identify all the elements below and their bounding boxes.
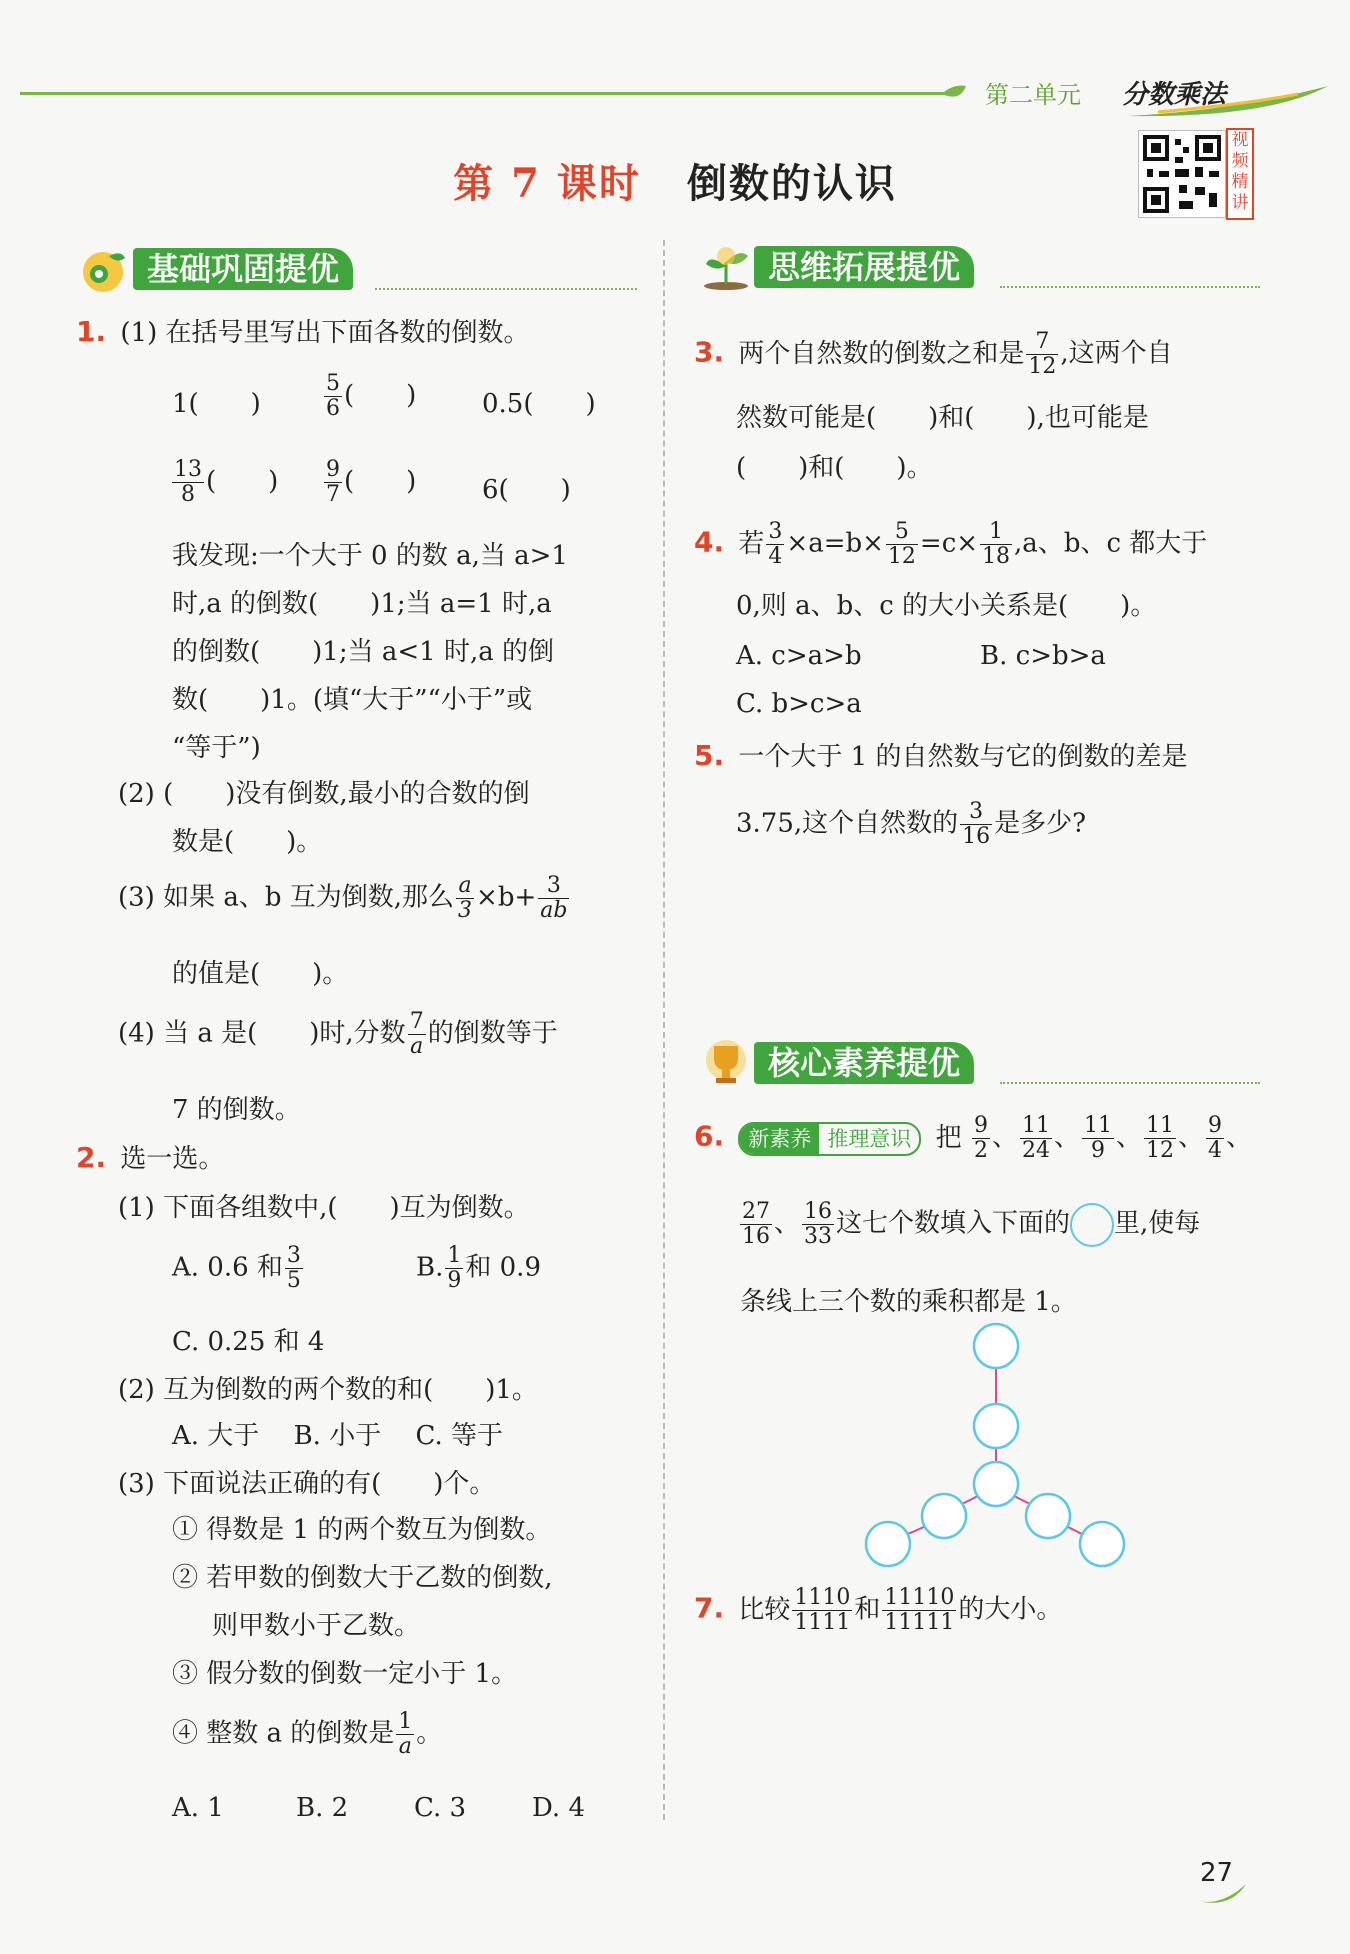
- q3-line3: ( )和( )。: [736, 453, 933, 483]
- fraction-1-18: $\frac{1}{18}$: [982, 519, 1011, 569]
- q2-item1: ① 得数是 1 的两个数互为倒数。: [172, 1515, 552, 1545]
- qr-pattern: [1139, 131, 1225, 217]
- q1-part3-2: 的值是( )。: [172, 959, 349, 989]
- lesson-number: 第 7 课时: [453, 160, 641, 207]
- diagram-circle-right-outer[interactable]: [1080, 1522, 1124, 1566]
- q6-block: 6. 新素养 推理意识 把 $\frac{9}{2}$ 、 $\frac{11}{24}$ 、 $\frac{11}{9}$ 、 $\frac{11}{12}$ 、 $\frac{9}{4}$ 、: [694, 1113, 1253, 1163]
- q3-line2: 然数可能是( )和( ),也可能是: [736, 403, 1149, 433]
- q5-line2: 3.75,这个自然数的 $\frac{3}{16}$ 是多少?: [736, 799, 1087, 849]
- fraction-11-12: $\frac{11}{12}$: [1145, 1113, 1174, 1163]
- diagram-circle-top[interactable]: [974, 1324, 1018, 1368]
- sprout-icon: [700, 242, 756, 292]
- q3-number: 3.: [694, 335, 725, 369]
- fraction-3-5: $\frac{3}{5}$: [286, 1243, 301, 1293]
- diagram-circle-upper[interactable]: [974, 1404, 1018, 1448]
- fraction-11-24: $\frac{11}{24}$: [1021, 1113, 1050, 1163]
- dotted-rule: [1000, 1082, 1260, 1084]
- q1-row2-a: $\frac{13}{8}$ ( ): [174, 457, 279, 507]
- q6-line2: $\frac{27}{16}$ 、 $\frac{16}{33}$ 这七个数填入下面的 里,使每: [742, 1199, 1201, 1249]
- fraction-5-6: $\frac{5}{6}$: [326, 371, 340, 421]
- q2-sub3-optA: A. 1: [172, 1793, 224, 1823]
- fraction-11110-11111: $\frac{11110}{11111}$: [884, 1585, 955, 1635]
- fraction-3-ab: $\frac{3}{ab}$: [540, 873, 568, 923]
- diagram-circle-left-inner[interactable]: [922, 1494, 966, 1538]
- diagram-circle-left-outer[interactable]: [866, 1522, 910, 1566]
- dotted-rule: [375, 288, 637, 290]
- fraction-9-4: $\frac{9}{4}$: [1208, 1113, 1222, 1163]
- q2-item2-1: ② 若甲数的倒数大于乙数的倒数,: [172, 1563, 553, 1593]
- chapter-label: 分数乘法: [1122, 80, 1227, 110]
- q2-sub1-optA: A. 0.6 和 $\frac{3}{5}$: [172, 1243, 301, 1293]
- fraction-3-4: $\frac{3}{4}$: [768, 519, 783, 569]
- literacy-badge: 新素养 推理意识: [738, 1122, 921, 1156]
- qr-code-icon[interactable]: [1138, 130, 1226, 218]
- fraction-1-9: $\frac{1}{9}$: [447, 1243, 462, 1293]
- fraction-11-9: $\frac{11}{9}$: [1083, 1113, 1112, 1163]
- q2-sub2-options: A. 大于 B. 小于 C. 等于: [172, 1421, 503, 1451]
- q4-number: 4.: [694, 525, 725, 559]
- q5-block: 5. 一个大于 1 的自然数与它的倒数的差是: [694, 739, 1188, 772]
- q1-discover-3: 的倒数( )1;当 a<1 时,a 的倒: [172, 637, 554, 667]
- q1-part1: (1) 在括号里写出下面各数的倒数。: [120, 318, 530, 348]
- q1-part4: (4) 当 a 是( )时,分数 $\frac{7}{a}$ 的倒数等于: [118, 1009, 558, 1059]
- q2-item2-2: 则甲数小于乙数。: [212, 1611, 421, 1641]
- fraction-a-3: $\frac{a}{3}$: [458, 873, 473, 923]
- lesson-topic: 倒数的认识: [686, 160, 897, 207]
- swoosh-icon: [1118, 80, 1338, 120]
- q2-sub1: (1) 下面各组数中,( )互为倒数。: [118, 1193, 530, 1223]
- leaf-icon: [940, 82, 970, 106]
- q1-block: [76, 316, 530, 349]
- q2-block: [76, 1142, 224, 1175]
- q2-sub3: (3) 下面说法正确的有( )个。: [118, 1469, 496, 1499]
- fraction-1-a: $\frac{1}{a}$: [398, 1709, 413, 1759]
- page-number: 27: [1200, 1858, 1234, 1888]
- header-rule: [20, 92, 950, 95]
- q1-row2-b: $\frac{9}{7}$ ( ): [326, 457, 417, 507]
- q1-row1-c: 0.5( ): [482, 389, 596, 419]
- section-basic-label: 基础巩固提优: [133, 248, 353, 290]
- q7-block: 7. 比较 $\frac{1110}{1111}$ 和 $\frac{11110}{11111}$ 的大小。: [694, 1585, 1063, 1635]
- q2-sub3-optC: C. 3: [414, 1793, 467, 1823]
- fraction-7-12: $\frac{7}{12}$: [1028, 329, 1057, 379]
- q1-discover-4: 数( )1。(填“大于”“小于”或: [172, 685, 533, 715]
- diagram-circle-right-inner[interactable]: [1026, 1494, 1070, 1538]
- q1-part2-2: 数是( )。: [172, 827, 323, 857]
- q1-discover-5: “等于”): [172, 733, 261, 763]
- q3-block: 3. 两个自然数的倒数之和是 $\frac{7}{12}$ ,这两个自: [694, 329, 1173, 379]
- q4-optC: C. b>c>a: [736, 689, 862, 719]
- q1-row2-c: 6( ): [482, 475, 571, 505]
- q2-item4: ④ 整数 a 的倒数是 $\frac{1}{a}$ 。: [172, 1709, 443, 1759]
- fraction-13-8: $\frac{13}{8}$: [174, 457, 202, 507]
- q6-line3: 条线上三个数的乘积都是 1。: [740, 1287, 1077, 1317]
- q1-row1-a: 1( ): [172, 389, 261, 419]
- q2-sub1-optB: B. $\frac{1}{9}$ 和 0.9: [416, 1243, 541, 1293]
- section-core: [700, 1040, 1260, 1086]
- q2-item3: ③ 假分数的倒数一定小于 1。: [172, 1659, 518, 1689]
- q1-discover-2: 时,a 的倒数( )1;当 a=1 时,a: [172, 589, 552, 619]
- q5-number: 5.: [694, 739, 725, 772]
- q2-sub2: (2) 互为倒数的两个数的和( )1。: [118, 1375, 538, 1405]
- circle-diagram[interactable]: [850, 1320, 1140, 1570]
- circle-marker: [1070, 1203, 1114, 1247]
- dotted-rule: [1000, 286, 1260, 288]
- q1-part2-1: (2) ( )没有倒数,最小的合数的倒: [118, 779, 530, 809]
- column-divider: [663, 240, 665, 1820]
- trophy-icon: [700, 1038, 756, 1088]
- fraction-27-16: $\frac{27}{16}$: [742, 1199, 770, 1249]
- gear-leaf-icon: [75, 244, 131, 294]
- section-thinking-label: 思维拓展提优: [754, 246, 974, 288]
- q2-heading: 选一选。: [120, 1144, 225, 1174]
- q2-sub1-optC: C. 0.25 和 4: [172, 1327, 325, 1357]
- q2-sub3-optD: D. 4: [532, 1793, 585, 1823]
- fraction-5-12: $\frac{5}{12}$: [887, 519, 916, 569]
- section-thinking: [700, 244, 1260, 290]
- q7-number: 7.: [694, 1591, 725, 1625]
- fraction-16-33: $\frac{16}{33}$: [804, 1199, 833, 1249]
- q1-number: 1.: [76, 315, 107, 348]
- q1-part4-2: 7 的倒数。: [172, 1095, 301, 1125]
- fraction-9-7: $\frac{9}{7}$: [326, 457, 340, 507]
- q1-row1-b: $\frac{5}{6}$ ( ): [326, 371, 417, 421]
- q4-block: 4. 若 $\frac{3}{4}$ ×a=b× $\frac{5}{12}$ =c× $\frac{1}{18}$ ,a、b、c 都大于: [694, 519, 1208, 569]
- q2-number: 2.: [76, 1141, 107, 1174]
- fraction-3-16: $\frac{3}{16}$: [962, 799, 991, 849]
- q4-line2: 0,则 a、b、c 的大小关系是( )。: [736, 591, 1157, 621]
- q1-discover-1: 我发现:一个大于 0 的数 a,当 a>1: [172, 541, 568, 571]
- q6-number: 6.: [694, 1119, 725, 1153]
- video-tag: 视频精讲: [1226, 128, 1254, 220]
- q2-sub3-optB: B. 2: [296, 1793, 349, 1823]
- fraction-1110-1111: $\frac{1110}{1111}$: [794, 1585, 851, 1635]
- section-core-label: 核心素养提优: [754, 1042, 974, 1084]
- q4-optB: B. c>b>a: [980, 641, 1106, 671]
- section-basic: [75, 246, 637, 292]
- page-swoosh-icon: [1190, 1880, 1250, 1908]
- diagram-circle-center[interactable]: [974, 1462, 1018, 1506]
- unit-label: 第二单元: [985, 81, 1081, 109]
- q4-optA: A. c>a>b: [736, 641, 862, 671]
- q1-part3: (3) 如果 a、b 互为倒数,那么 $\frac{a}{3}$ ×b+ $\frac{3}{ab}$: [118, 873, 568, 923]
- fraction-9-2: $\frac{9}{2}$: [973, 1113, 988, 1163]
- fraction-7-a: $\frac{7}{a}$: [409, 1009, 424, 1059]
